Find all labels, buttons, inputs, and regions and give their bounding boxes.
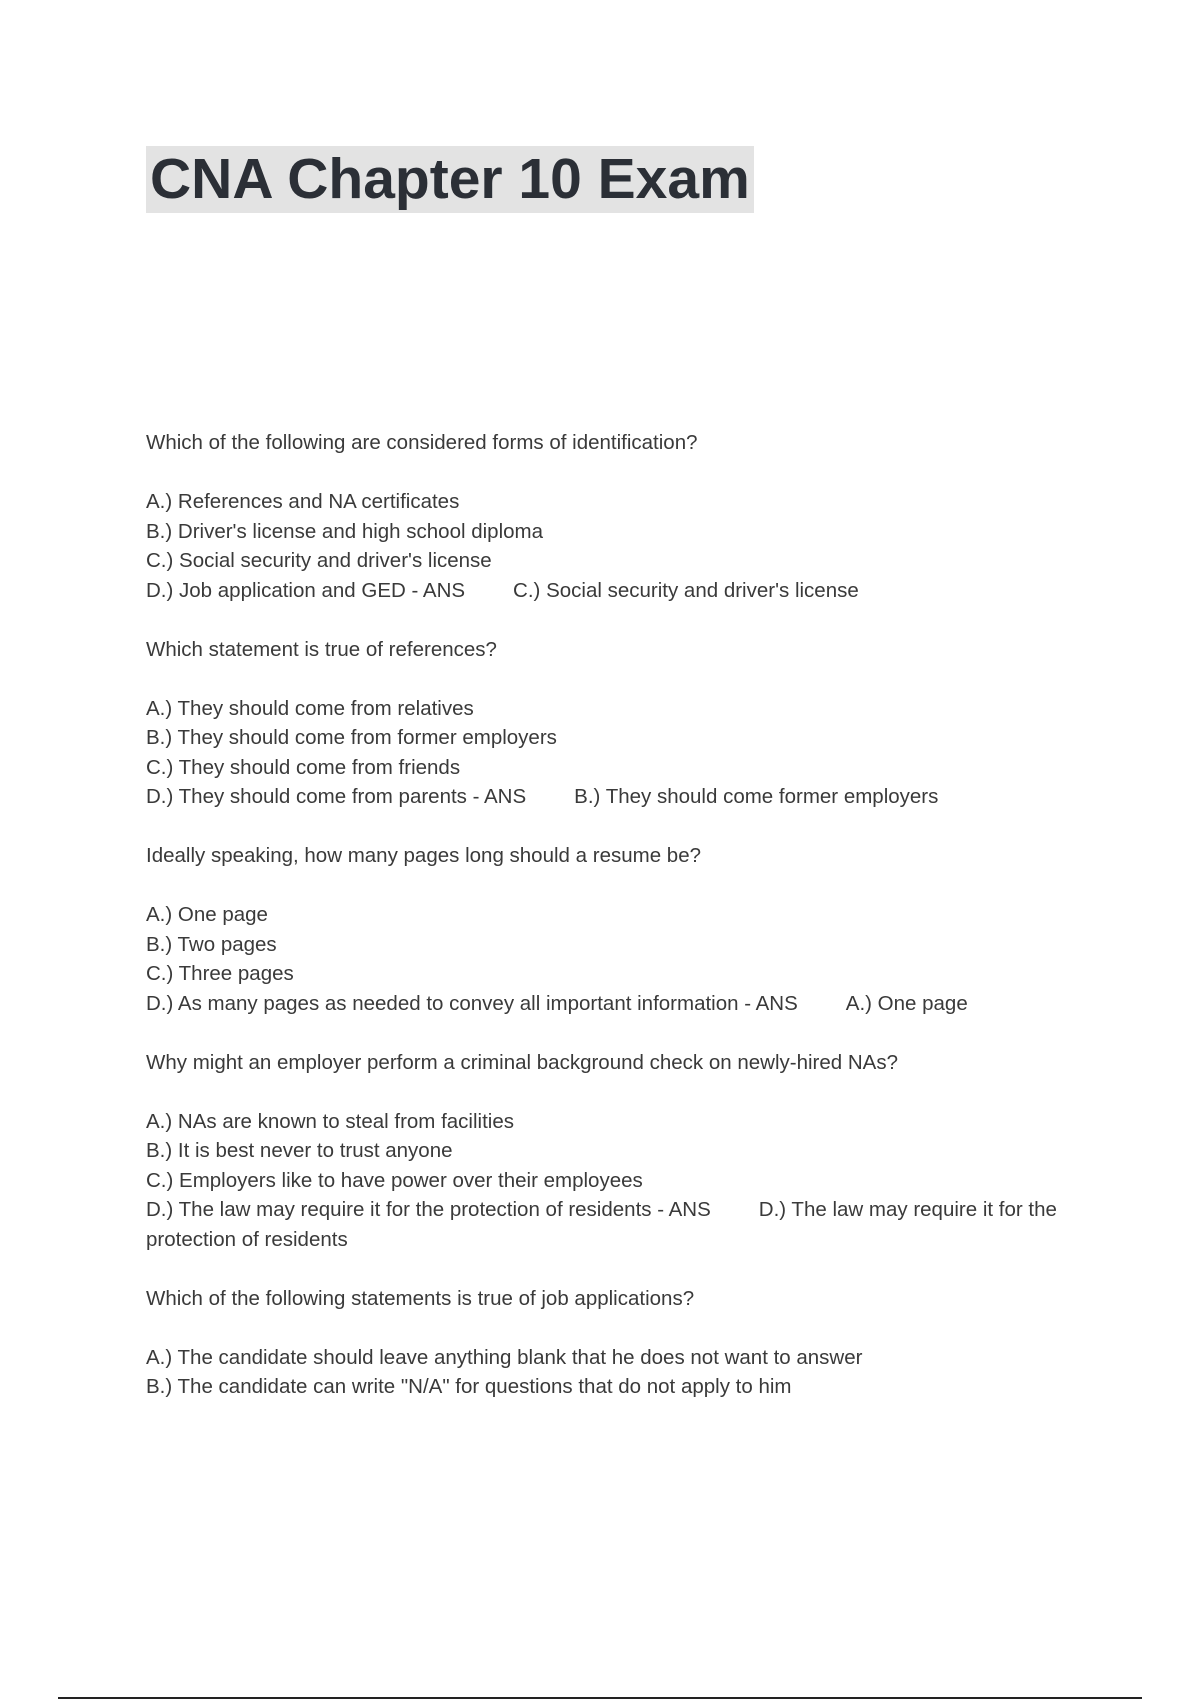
question-5 (146, 1284, 1096, 1402)
footer-divider (58, 1697, 1142, 1699)
question-text: Which of the following are considered forms of identification? (146, 431, 698, 454)
question-list (146, 428, 1096, 1431)
option-d: D.) The law may require it for the protection of residents - ANS (146, 1198, 711, 1221)
option-b: B.) Driver's license and high school diploma (146, 519, 544, 543)
option-list (146, 900, 1096, 1018)
answer-text: C.) Social security and driver's license (513, 578, 859, 602)
question-4 (146, 1048, 1096, 1255)
option-a: A.) The candidate should leave anything blank that he does not want to answer (146, 1345, 863, 1369)
option-c: C.) Three pages (146, 962, 294, 985)
option-d-with-answer (146, 1195, 1096, 1254)
page-title: CNA Chapter 10 Exam (146, 146, 754, 213)
option-a: A.) One page (146, 903, 268, 926)
option-d-with-answer (146, 782, 1096, 812)
option-a: A.) NAs are known to steal from facilities (146, 1109, 514, 1133)
answer-text: D.) The law may require it for the protection of residents (146, 1198, 1057, 1251)
option-c: C.) They should come from friends (146, 755, 461, 779)
option-d-with-answer (146, 989, 1096, 1019)
answer-text: A.) One page (845, 991, 968, 1015)
question-2 (146, 635, 1096, 812)
option-d: D.) As many pages as needed to convey all important information - ANS (146, 991, 798, 1015)
question-text: Ideally speaking, how many pages long should a resume be? (146, 844, 701, 867)
option-list (146, 1107, 1096, 1255)
question-1 (146, 428, 1096, 605)
question-text: Why might an employer perform a criminal background check on newly-hired NAs? (146, 1050, 898, 1074)
option-list (146, 487, 1096, 605)
answer-text: B.) They should come former employers (574, 785, 939, 808)
option-d: D.) Job application and GED - ANS (146, 578, 466, 602)
option-a: A.) They should come from relatives (146, 696, 474, 720)
option-b: B.) They should come from former employers (146, 726, 557, 749)
question-3 (146, 841, 1096, 1018)
option-b: B.) It is best never to trust anyone (146, 1139, 453, 1162)
option-d-with-answer (146, 576, 1096, 606)
option-c: C.) Employers like to have power over their employees (146, 1168, 643, 1192)
option-list (146, 694, 1096, 812)
option-b: B.) The candidate can write "N/A" for questions that do not apply to him (146, 1375, 792, 1398)
option-c: C.) Social security and driver's license (146, 549, 492, 572)
option-d: D.) They should come from parents - ANS (146, 785, 527, 808)
option-a: A.) References and NA certificates (146, 490, 460, 513)
option-b: B.) Two pages (146, 932, 277, 956)
question-text: Which of the following statements is true of job applications? (146, 1286, 695, 1310)
question-text: Which statement is true of references? (146, 637, 497, 661)
option-list (146, 1343, 1096, 1402)
